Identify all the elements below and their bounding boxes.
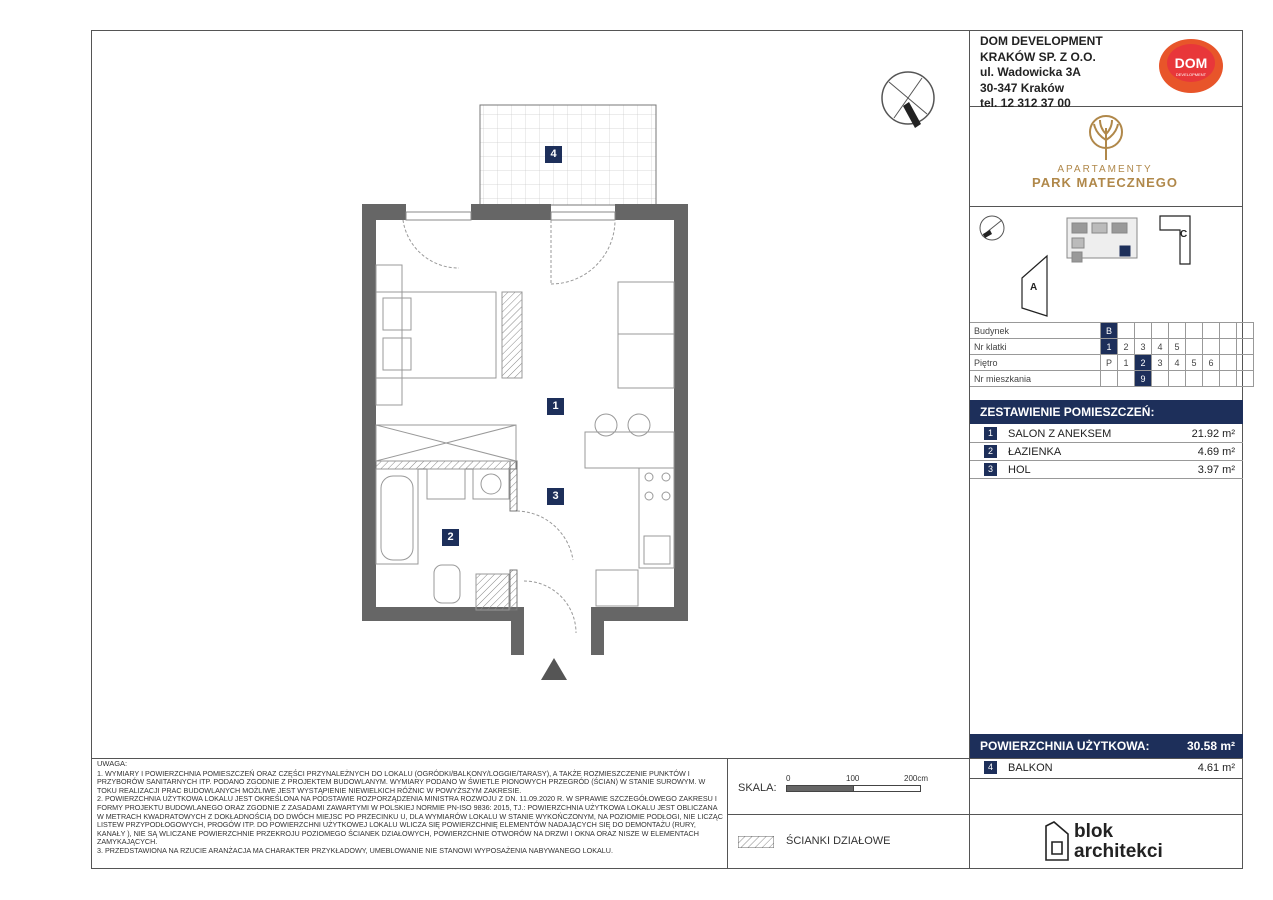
- room-area: 21.92 m²: [1191, 428, 1235, 440]
- cell: [1135, 323, 1152, 339]
- entry-arrow: [541, 658, 567, 680]
- cell: [1237, 355, 1254, 371]
- divider-scale-legend: [727, 814, 1243, 815]
- note-1: 1. WYMIARY I POWIERZCHNIA POMIESZCZEŃ ORAZ CZĘŚCI PRZYNALEŻNYCH DO LOKALU (OGRÓDKI/BALKONY/LOGGIE/TARASY), A TAKŻE ROZMIESZCZENIE PUNKTÓW I PRZYBORÓW SANITARNYCH ITP. PODANO ZGODNIE Z PROJEKTEM BUDOWLANYM. WYMIARY PODANO W ŚWIETLE PIONOWYCH PRZEGRÓD (ŚCIAN) W STANIE SUROWYM. W TOKU REALIZACJI PRAC BUDOWLANYCH MOŻLIWE JEST WYSTĄPIENIE NIEWIELKICH RÓŻNIC W POWYŻSZYM ZAKRESIE.: [97, 768, 706, 795]
- legend-label: ŚCIANKI DZIAŁOWE: [786, 835, 891, 847]
- cell: [1203, 323, 1220, 339]
- scale-bar: [738, 774, 968, 814]
- label-budynek: Budynek: [970, 323, 1101, 339]
- architect-emblem-icon: [1042, 820, 1070, 864]
- blok-architekci-logo: [1040, 818, 1220, 864]
- cell: 5: [1169, 339, 1186, 355]
- total-area-label: POWIERZCHNIA UŻYTKOWA:: [980, 739, 1150, 753]
- compass-icon: [882, 72, 934, 128]
- balcony-number: 4: [984, 761, 997, 774]
- scale-segment-dark: [786, 785, 854, 792]
- room-number: 3: [984, 463, 997, 476]
- note-2: 2. POWIERZCHNIA UŻYTKOWA LOKALU JEST OKREŚLONA NA PODSTAWIE ROZPORZĄDZENIA MINISTRA ROZWOJU Z DN. 11.09.2020 R. W SPRAWIE SZCZEGÓŁOWEGO ZAKRESU I FORMY PROJEKTU BUDOWLANEGO ORAZ ZGODNIE Z ZASADAMI ZAWARTYMI W POLSKIEJ NORMIE PN-ISO 9836: 2015, TJ.: POWIERZCHNIA UŻYTKOWA LOKALU JEST OBLICZANA W METRACH KWADRATOWYCH Z DOKŁADNOŚCIĄ DO DWÓCH MIEJSC PO PRZECINKU U, DLA WYMIARÓW LOKALU W STANIE WYKOŃCZONYM, NA POZIOMIE PODŁOGI, NIE LICZĄC LISTEW PRZYPODŁOGOWYCH, PROGÓW ITP. DO POWIERZCHNI UŻYTKOWEJ LOKALU WLICZA SIĘ POWIERZCHNIĘ ELEMENTÓW NADAJĄCYCH SIĘ DO DEMONTAŻU (RURY, KANAŁY ), NIE SĄ WLICZANE POWIERZCHNIE PRZEKROJU POZIOMEGO ŚCIANEK DZIAŁOWYCH, POWIERZCHNIE OTWORÓW NA DRZWI I OKNA ORAZ NISZE W ELEMENTACH ZAMYKAJĄCYCH.: [97, 794, 723, 847]
- cell: 3: [1152, 355, 1169, 371]
- dom-logo-text: DOM: [1174, 55, 1208, 71]
- building-b-plan: [1067, 218, 1137, 262]
- company-city: 30-347 Kraków: [980, 80, 1065, 95]
- cell: P: [1101, 355, 1118, 371]
- cell: [1169, 371, 1186, 387]
- note-3: 3. PRZEDSTAWIONA NA RZUCIE ARANŻACJA MA CHARAKTER PRZYKŁADOWY, UMEBLOWANIE NIE STANOWI WYPOSAŻENIA NABYWANEGO LOKALU.: [97, 845, 613, 855]
- cell: 6: [1203, 355, 1220, 371]
- plan-label-1: 1: [547, 398, 564, 415]
- partition-bath: [376, 461, 516, 469]
- cell: [1237, 323, 1254, 339]
- tree-emblem-icon: [1086, 114, 1126, 162]
- room-name: HOL: [1008, 464, 1031, 476]
- architect-name-line2: architekci: [1074, 841, 1163, 862]
- company-block: [980, 34, 1103, 112]
- divider-project: [969, 206, 1243, 207]
- project-name-line1: APARTAMENTY: [1057, 164, 1153, 175]
- cell: B: [1101, 323, 1118, 339]
- cell: 9: [1135, 371, 1152, 387]
- cell: 4: [1152, 339, 1169, 355]
- company-phone: tel. 12 312 37 00: [980, 96, 1071, 110]
- cell: [1220, 323, 1237, 339]
- building-a-label: A: [1030, 282, 1038, 293]
- cell: [1186, 323, 1203, 339]
- cell: [1152, 323, 1169, 339]
- company-entity: KRAKÓW SP. Z O.O.: [980, 49, 1096, 64]
- cell: [1220, 339, 1237, 355]
- cell: [1118, 371, 1135, 387]
- wardrobe: [376, 425, 516, 461]
- plan-label-3: 3: [547, 488, 564, 505]
- cell: [1203, 371, 1220, 387]
- room-row: [970, 461, 1243, 479]
- dom-logo-subtext: DEVELOPMENT: [1175, 72, 1207, 77]
- plan-label-4: 4: [545, 146, 562, 163]
- room-name: ŁAZIENKA: [1008, 446, 1062, 458]
- room-row: [970, 443, 1243, 461]
- project-logo: [1030, 114, 1180, 198]
- plan-label-2: 2: [442, 529, 459, 546]
- cell: 1: [1118, 355, 1135, 371]
- scale-tick-100: 100: [846, 774, 860, 783]
- cell: 2: [1118, 339, 1135, 355]
- site-compass-icon: [980, 216, 1004, 240]
- building-info-table: [970, 322, 1254, 387]
- notes-block: [97, 760, 725, 856]
- cell: [1237, 339, 1254, 355]
- cell: [1118, 323, 1135, 339]
- dining-table: [585, 414, 674, 468]
- row-pietro: [970, 355, 1254, 371]
- building-c-outline: [1160, 216, 1190, 264]
- scale-segment-light: [853, 785, 921, 792]
- label-nr-mieszkania: Nr mieszkania: [970, 371, 1101, 387]
- room-number: 2: [984, 445, 997, 458]
- cell: [1203, 339, 1220, 355]
- company-street: ul. Wadowicka 3A: [980, 65, 1081, 79]
- balcony-name: BALKON: [1008, 762, 1053, 774]
- room-row: [970, 425, 1243, 443]
- kitchen: [639, 468, 674, 568]
- notes-heading: UWAGA:: [97, 759, 128, 768]
- scale-tick-200: 200cm: [904, 774, 929, 783]
- walls: [362, 204, 688, 655]
- balcony-row: [970, 759, 1243, 777]
- cell: 1: [1101, 339, 1118, 355]
- row-nr-klatki: [970, 339, 1254, 355]
- cell: [1237, 371, 1254, 387]
- company-name: DOM DEVELOPMENT: [980, 34, 1103, 48]
- total-area-bar: [970, 734, 1243, 758]
- cell: [1220, 355, 1237, 371]
- rooms-summary-title: ZESTAWIENIE POMIESZCZEŃ:: [970, 400, 1243, 424]
- hatch-swatch-icon: [738, 836, 774, 848]
- cell: [1152, 371, 1169, 387]
- dom-development-logo: [1158, 38, 1224, 94]
- balcony-area: 4.61 m²: [1197, 762, 1235, 774]
- cell: 2: [1135, 355, 1152, 371]
- room-area: 3.97 m²: [1197, 464, 1235, 476]
- cell: 4: [1169, 355, 1186, 371]
- total-area-value: 30.58 m²: [1186, 739, 1235, 753]
- label-pietro: Piętro: [970, 355, 1101, 371]
- bed: [376, 265, 522, 405]
- cell: [1101, 371, 1118, 387]
- architect-name-line1: blok: [1074, 821, 1114, 842]
- label-nr-klatki: Nr klatki: [970, 339, 1101, 355]
- divider-balcony: [969, 778, 1243, 779]
- balcony-area: [480, 105, 656, 205]
- room-number: 1: [984, 427, 997, 440]
- cell: [1169, 323, 1186, 339]
- room-name: SALON Z ANEKSEM: [1008, 428, 1112, 440]
- bathroom: [376, 469, 638, 610]
- cell: 3: [1135, 339, 1152, 355]
- cell: [1220, 371, 1237, 387]
- floor-plan: [91, 30, 969, 758]
- cell: 5: [1186, 355, 1203, 371]
- building-c-label: C: [1180, 229, 1188, 240]
- cell: [1186, 371, 1203, 387]
- row-nr-mieszkania: [970, 371, 1254, 387]
- site-map: [972, 208, 1242, 320]
- scale-label: SKALA:: [738, 782, 777, 794]
- cell: [1186, 339, 1203, 355]
- room-area: 4.69 m²: [1197, 446, 1235, 458]
- scale-tick-0: 0: [786, 774, 791, 783]
- row-budynek: [970, 323, 1254, 339]
- project-name-line2: PARK MATECZNEGO: [1032, 175, 1178, 190]
- sofa: [618, 282, 674, 388]
